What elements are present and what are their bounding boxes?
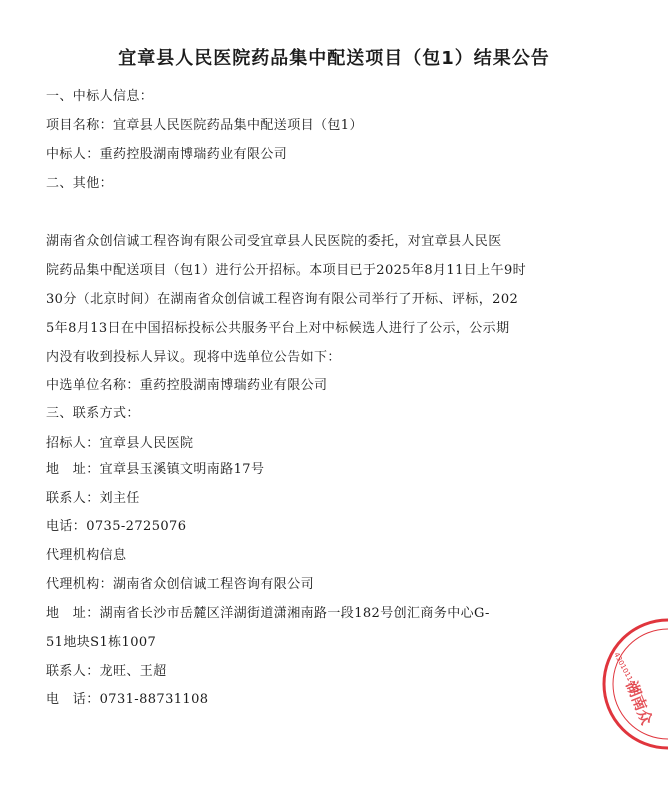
announcement-title: 宜章县人民医院药品集中配送项目（包1）结果公告 bbox=[118, 48, 550, 69]
selected-unit: 中选单位名称：重药控股湖南博瑞药业有限公司 bbox=[46, 378, 328, 393]
agency-address-line1: 地 址：湖南省长沙市岳麓区洋湖街道潇湘南路一段182号创汇商务中心G- bbox=[46, 606, 490, 621]
agency-heading: 代理机构信息 bbox=[46, 548, 127, 563]
company-seal bbox=[592, 614, 668, 754]
svg-text:4301011400: 4301011400 bbox=[612, 651, 641, 695]
seal-graphic bbox=[592, 614, 668, 754]
agency: 代理机构：湖南省众创信诚工程咨询有限公司 bbox=[46, 577, 315, 592]
tenderer: 招标人：宜章县人民医院 bbox=[46, 436, 194, 451]
agency-address-line2: 51地块S1栋1007 bbox=[46, 635, 157, 650]
project-name: 项目名称：宜章县人民医院药品集中配送项目（包1） bbox=[46, 118, 363, 133]
section3-heading: 三、联系方式： bbox=[46, 406, 140, 421]
paragraph-line: 内没有收到投标人异议。现将中选单位公告如下： bbox=[46, 350, 341, 365]
tenderer-phone: 电话：0735-2725076 bbox=[46, 519, 187, 534]
paragraph-line: 院药品集中配送项目（包1）进行公开招标。本项目已于2025年8月11日上午9时 bbox=[46, 263, 527, 278]
svg-text:湖南众: 湖南众 bbox=[622, 678, 656, 728]
winner: 中标人：重药控股湖南博瑞药业有限公司 bbox=[46, 147, 288, 162]
paragraph-line: 30分（北京时间）在湖南省众创信诚工程咨询有限公司举行了开标、评标，202 bbox=[46, 292, 519, 307]
tenderer-contact: 联系人：刘主任 bbox=[46, 491, 140, 506]
agency-phone: 电 话：0731-88731108 bbox=[46, 692, 209, 707]
tenderer-address: 地 址：宜章县玉溪镇文明南路17号 bbox=[46, 462, 265, 477]
paragraph-line: 湖南省众创信诚工程咨询有限公司受宜章县人民医院的委托，对宜章县人民医 bbox=[46, 234, 502, 249]
section2-heading: 二、其他： bbox=[46, 176, 114, 191]
agency-contact: 联系人：龙旺、王超 bbox=[46, 664, 167, 679]
paragraph-line: 5年8月13日在中国招标投标公共服务平台上对中标候选人进行了公示，公示期 bbox=[46, 321, 510, 336]
section1-heading: 一、中标人信息： bbox=[46, 89, 154, 104]
